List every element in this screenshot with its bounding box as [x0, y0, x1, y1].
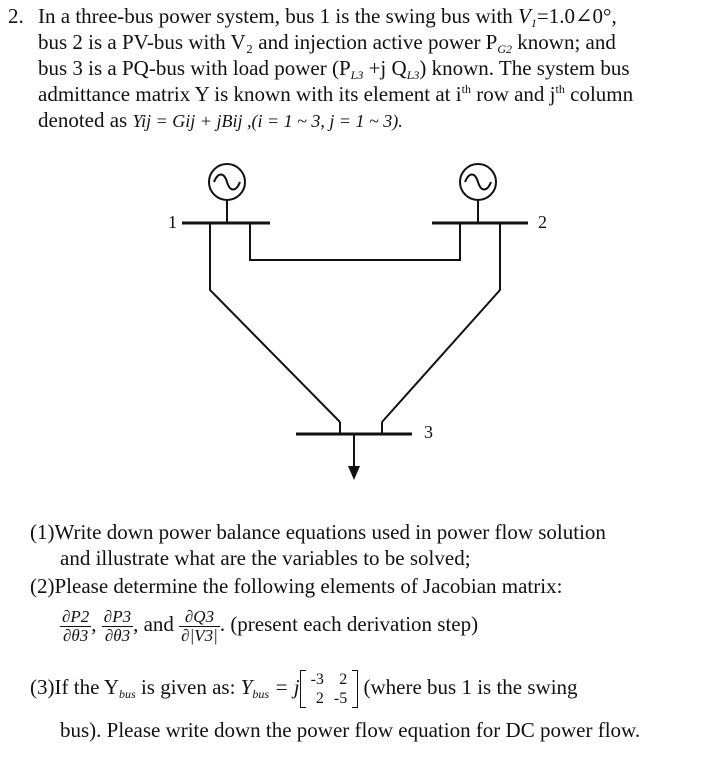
q3-pre: If the Y	[54, 675, 120, 699]
v1-symbol: $V_1$	[518, 4, 537, 30]
pg2-sub: G2	[497, 42, 513, 56]
q2-tail: . (present each derivation step)	[219, 612, 479, 636]
line-1-3	[210, 223, 340, 422]
intro-text-5: denoted as	[38, 108, 128, 132]
q3-line-1	[30, 664, 578, 710]
q3-line-2	[60, 718, 640, 742]
intro-text-4: admittance matrix Y is known with its element at i	[38, 82, 462, 106]
ybus-matrix	[300, 670, 359, 708]
intro-text-3: bus 3 is a PQ-bus with load power (P	[38, 56, 351, 80]
q3-text-2: bus). Please write down the power flow equation for DC power flow.	[60, 718, 641, 742]
three-bus-diagram	[0, 150, 723, 490]
q1-number: (1)	[30, 520, 55, 544]
matrix-cell: -5	[333, 690, 348, 708]
q1-line-2	[60, 546, 471, 570]
bus-1-label: 1	[168, 212, 177, 232]
q1-text-1: Write down power balance equations used in power flow solution	[54, 520, 606, 544]
element-expression: Yij = Gij + jBij ,(i = 1 ~ 3, j = 1 ~ 3).	[132, 111, 403, 131]
ybus-symbol: $Y_{bus}$	[240, 675, 270, 701]
q2-and: and	[143, 612, 174, 636]
dp2-dtheta3-fraction: $\frac{\partial P2}{\partial\theta 3}$	[62, 606, 90, 645]
q2-text-1: Please determine the following elements of Jacobian matrix:	[54, 574, 563, 598]
q3-number: (3)	[30, 675, 55, 699]
matrix-cell: 2	[339, 671, 348, 689]
dp3-dtheta3-fraction: $\frac{\partial P3}{\partial\theta 3}$	[103, 606, 132, 645]
row-and-text: row and j	[476, 82, 556, 106]
pl3-sub: L3	[350, 68, 364, 82]
problem-line-3	[38, 56, 630, 80]
matrix-cell: 2	[315, 690, 324, 708]
intro-text-1: In a three-bus power system, bus 1 is the swing bus with	[38, 4, 513, 28]
q1-line-1	[30, 520, 606, 544]
q3-tail: (where bus 1 is the swing	[363, 675, 578, 699]
q3-equals-j: = j	[274, 675, 300, 699]
intro-text-2: bus 2 is a PV-bus with V₂ and injection active power P	[38, 30, 498, 54]
plus-j-q: +j Q	[368, 56, 407, 80]
q2-line-1	[30, 574, 562, 598]
problem-line-1	[8, 4, 617, 28]
jth-sup: th	[555, 82, 565, 96]
ith-sup: th	[461, 82, 471, 96]
problem-number: 2.	[8, 4, 24, 28]
problem-line-2	[38, 30, 616, 54]
system-bus-text: ) known. The system bus	[419, 56, 630, 80]
known-text: known; and	[517, 30, 616, 54]
bus-3-label: 3	[424, 422, 433, 442]
problem-line-5	[38, 108, 403, 133]
problem-line-4	[38, 82, 633, 106]
q1-text-2: and illustrate what are the variables to be solved;	[60, 546, 471, 570]
line-1-2	[250, 223, 460, 260]
line-2-3	[382, 223, 500, 422]
column-text: column	[570, 82, 634, 106]
bus-2-label: 2	[538, 212, 547, 232]
matrix-cell: -3	[310, 671, 324, 689]
load-arrow-icon	[348, 466, 360, 480]
ql3-sub: L3	[406, 68, 420, 82]
q2-number: (2)	[30, 574, 55, 598]
dq3-dv3-fraction: $\frac{\partial Q3}{\partial|V3|}$	[181, 606, 218, 645]
q2-line-2: $\frac{\partial P2}{\partial\theta 3}$ , $\frac{\partial P3}{\partial\theta 3}$ , and $\frac{\partial Q3}{\partial|V3|}$ . (present each derivation step)	[62, 606, 479, 645]
q3-mid: is given as:	[140, 675, 236, 699]
q3-bus-sub: bus	[119, 687, 136, 701]
v1-value: =1.0∠0°,	[536, 4, 617, 28]
